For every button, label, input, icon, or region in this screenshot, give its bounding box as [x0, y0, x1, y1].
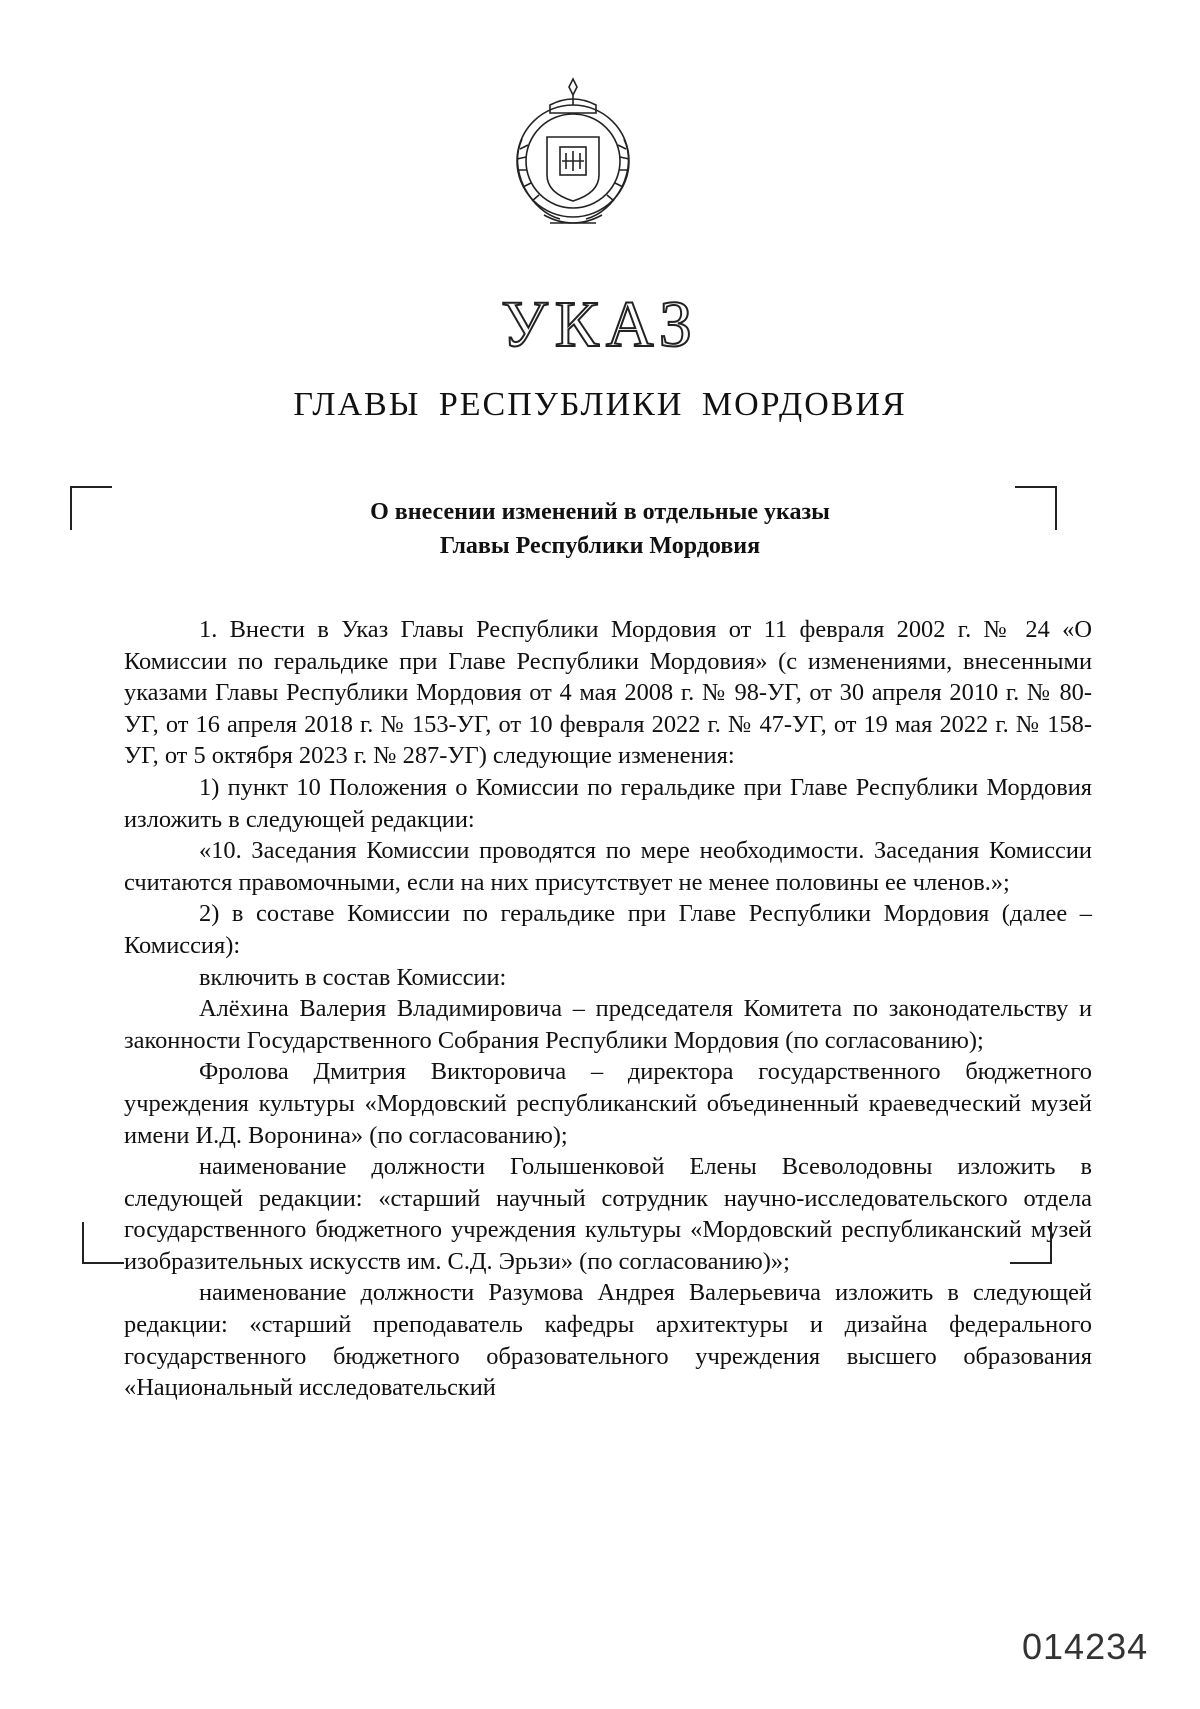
body-paragraph: включить в состав Комиссии:	[199, 963, 507, 991]
body-paragraph: 1. Внести в Указ Главы Республики Мордовия от 11 февраля 2002 г. № 24 «О Комиссии по геральдике при Главе Республики Мордовия» (с изменениями, внесенными указами Главы Республики Мордовия от 4 мая 2008 г. № 98-УГ, от 30 апреля 2010 г. № 80-УГ, от 16 апреля 2018 г. № 153-УГ, от 10 февраля 2022 г. № 47-УГ, от 19 мая 2022 г. № 158-УГ, от 5 октября 2023 г. № 287-УГ) следующие изменения:	[124, 616, 1092, 770]
body-paragraph: 2) в составе Комиссии по геральдике при Главе Республики Мордовия (далее – Комиссия):	[124, 900, 1092, 959]
body-paragraph: наименование должности Голышенковой Елены Всеволодовны изложить в следующей редакции: «старший научный сотрудник научно-исследовательского отдела государственного бюджетного учреждения культуры «Мордовский республиканский музей изобразительных искусств им. С.Д. Эрьзи» (по согласованию)»;	[124, 1153, 1092, 1275]
body-paragraph: Алёхина Валерия Владимировича – председателя Комитета по законодательству и законности Государственного Собрания Республики Мордовия (по согласованию);	[124, 995, 1092, 1054]
body-paragraph: Фролова Дмитрия Викторовича – директора государственного бюджетного учреждения культуры «Мордовский республиканский объединенный краеведческий музей имени И.Д. Воронина» (по согласованию);	[124, 1058, 1092, 1149]
corner-mark-bottom-left	[82, 1222, 124, 1264]
body-paragraph: 1) пункт 10 Положения о Комиссии по геральдике при Главе Республики Мордовия изложить в следующей редакции:	[124, 773, 1092, 833]
document-serial-number: 014234	[1022, 1626, 1149, 1667]
document-title: УКАЗ	[501, 288, 699, 361]
body-paragraph: наименование должности Разумова Андрея Валерьевича изложить в следующей редакции: «старший преподаватель кафедры архитектуры и дизайна федерального государственного бюджетного образовательного учреждения высшего образования «Национальный исследовательский	[124, 1279, 1092, 1402]
coat-of-arms-emblem	[500, 75, 647, 235]
subject-line-2: Главы Республики Мордовия	[439, 533, 761, 559]
subject-line-1: О внесении изменений в отдельные указы	[370, 499, 830, 525]
document-authority: ГЛАВЫ РЕСПУБЛИКИ МОРДОВИЯ	[293, 386, 907, 423]
document-subject	[0, 495, 1200, 563]
corner-mark-bottom-right	[1010, 1222, 1052, 1264]
body-paragraph: «10. Заседания Комиссии проводятся по мере необходимости. Заседания Комиссии считаются правомочными, если на них присутствует не менее половины ее членов.»;	[124, 837, 1092, 896]
document-body	[124, 614, 1092, 1404]
